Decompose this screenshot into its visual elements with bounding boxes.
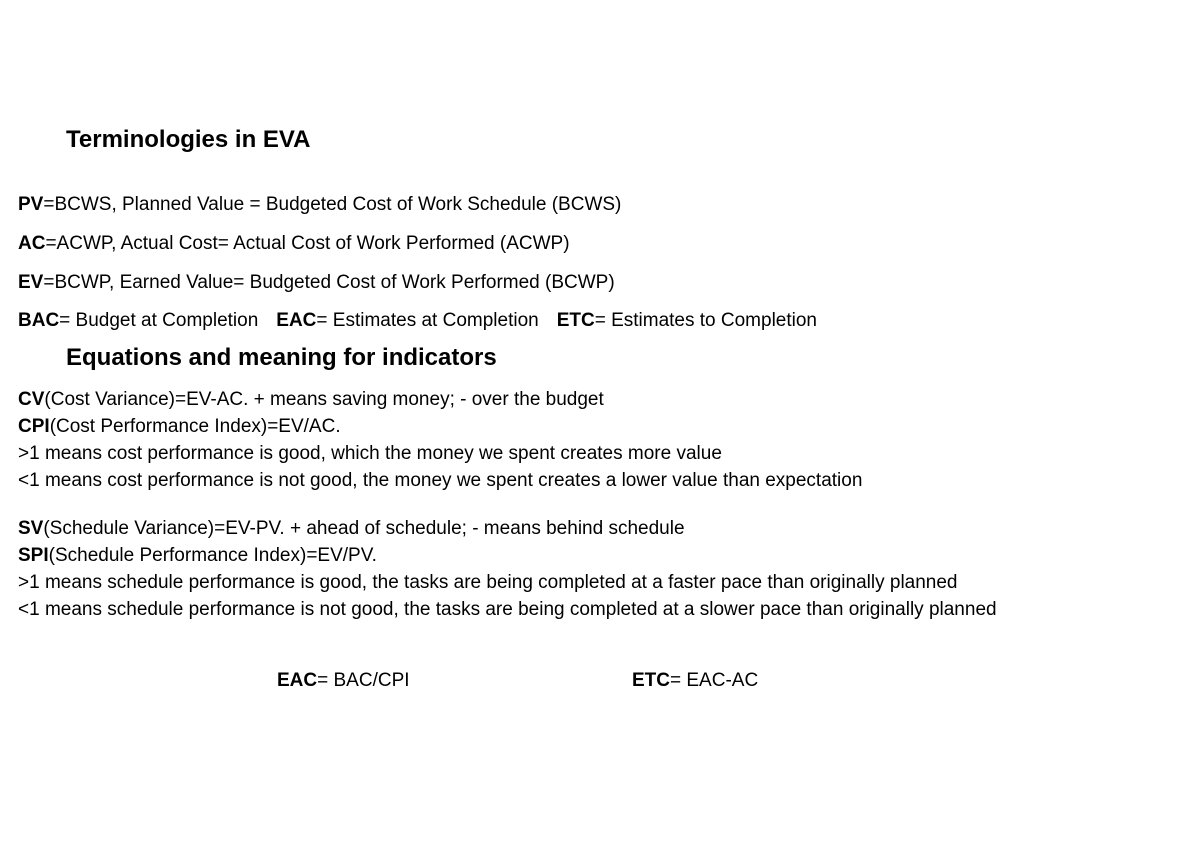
- term-text: = Estimates at Completion: [316, 310, 539, 331]
- spi-good-line: >1 means schedule performance is good, the tasks are being completed at a faster pace than originally planned: [18, 572, 958, 593]
- terminologies-heading: Terminologies in EVA: [66, 126, 311, 153]
- term-key: ETC: [632, 670, 670, 691]
- term-key: ETC: [556, 310, 595, 331]
- term-key: EAC: [276, 310, 317, 331]
- spi-bad-line: <1 means schedule performance is not good, the tasks are being completed at a slower pace than originally planned: [18, 599, 997, 620]
- term-key: EAC: [277, 670, 318, 691]
- spi-line: [18, 544, 377, 568]
- completion-terms: [18, 309, 817, 333]
- term-key: PV: [18, 194, 44, 215]
- term-text: (Cost Variance)=EV-AC. + means saving money; - over the budget: [44, 389, 604, 410]
- sv-line: [18, 517, 685, 541]
- term-key: SPI: [18, 545, 49, 566]
- cv-line: [18, 388, 604, 412]
- term-text: (Schedule Performance Index)=EV/PV.: [48, 545, 377, 566]
- term-text: (Cost Performance Index)=EV/AC.: [49, 416, 341, 437]
- eac-formula: [277, 669, 410, 693]
- term-key: EV: [18, 272, 44, 293]
- term-ac: [18, 232, 570, 256]
- term-text: = Estimates to Completion: [594, 310, 817, 331]
- term-text: = EAC-AC: [670, 670, 759, 691]
- term-text: = BAC/CPI: [317, 670, 410, 691]
- term-key: SV: [18, 518, 44, 539]
- etc-formula: [632, 669, 758, 693]
- cpi-line: [18, 415, 341, 439]
- term-ev: [18, 271, 615, 295]
- term-text: =BCWP, Earned Value= Budgeted Cost of Work Performed (BCWP): [43, 272, 615, 293]
- cpi-good-line: >1 means cost performance is good, which the money we spent creates more value: [18, 443, 722, 464]
- term-key: CPI: [18, 416, 50, 437]
- term-text: (Schedule Variance)=EV-PV. + ahead of schedule; - means behind schedule: [43, 518, 685, 539]
- term-pv: [18, 193, 621, 217]
- term-text: = Budget at Completion: [59, 310, 259, 331]
- term-key: CV: [18, 389, 45, 410]
- term-text: =BCWS, Planned Value = Budgeted Cost of Work Schedule (BCWS): [43, 194, 622, 215]
- cpi-bad-line: <1 means cost performance is not good, the money we spent creates a lower value than expectation: [18, 470, 863, 491]
- equations-heading: Equations and meaning for indicators: [66, 344, 497, 371]
- term-key: AC: [18, 233, 46, 254]
- term-text: =ACWP, Actual Cost= Actual Cost of Work Performed (ACWP): [45, 233, 570, 254]
- term-key: BAC: [18, 310, 60, 331]
